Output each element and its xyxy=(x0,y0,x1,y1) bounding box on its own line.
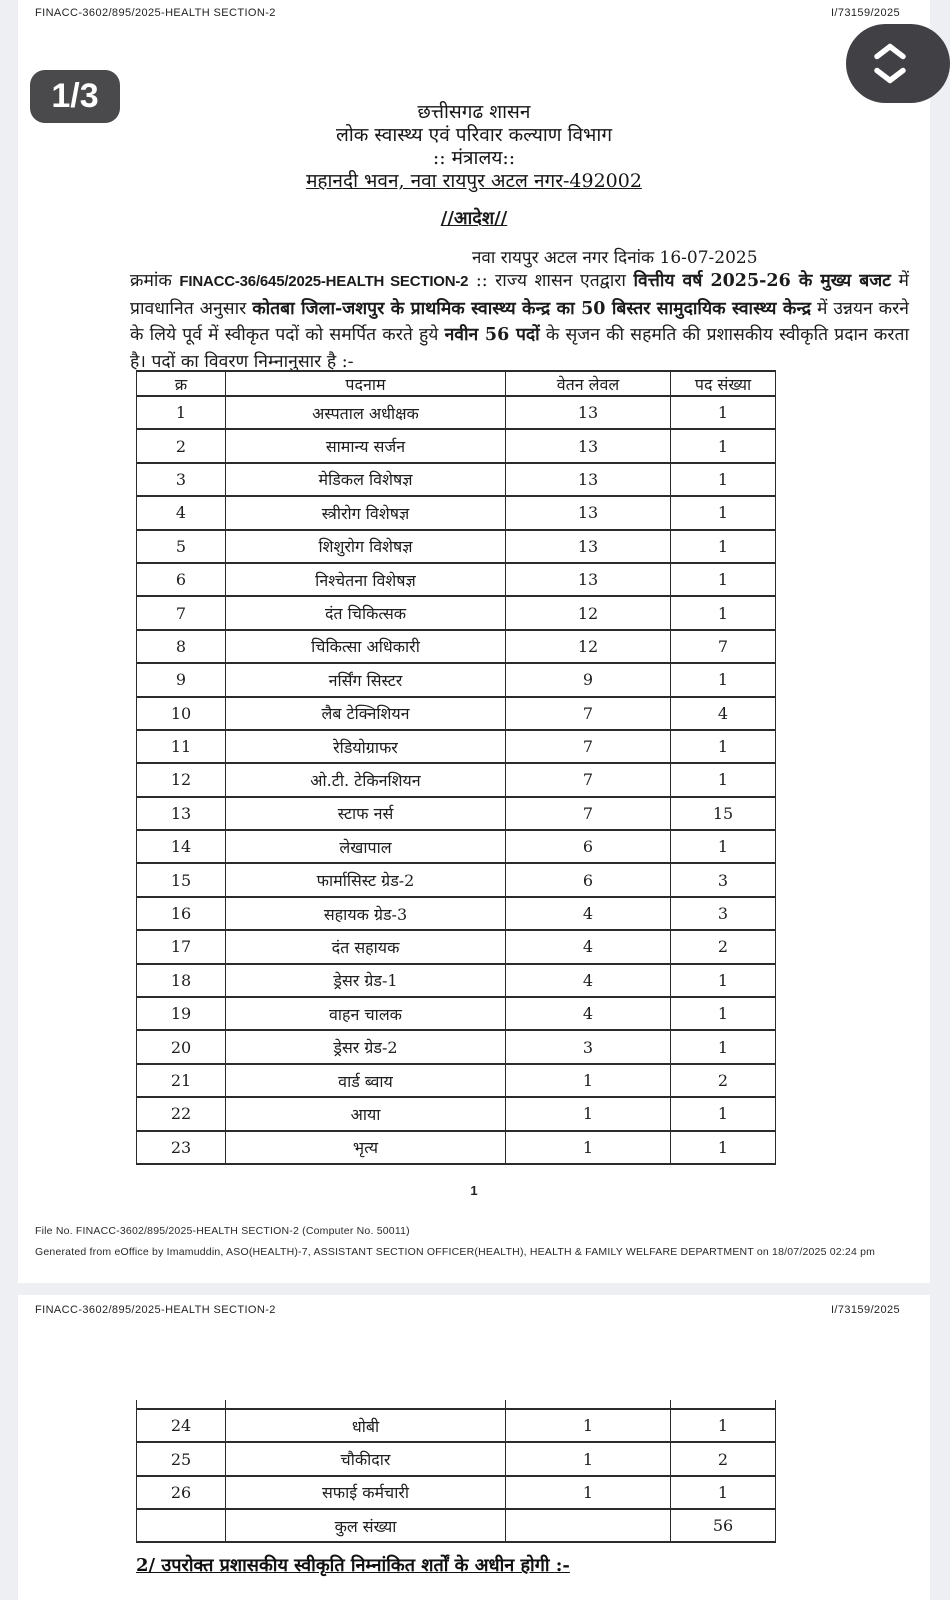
document-page-1 xyxy=(18,0,930,1283)
cell-pay-level: 3 xyxy=(506,1030,671,1063)
cell-post-count: 1 xyxy=(671,1476,776,1509)
cell-post-count: 1 xyxy=(671,763,776,796)
cell-serial: 20 xyxy=(137,1030,226,1063)
paragraph-segment: में प्रावधानित अनुसार xyxy=(130,271,909,319)
cell-post-name: नर्सिंग सिस्टर xyxy=(226,663,506,696)
cell-post-name: रेडियोग्राफर xyxy=(226,730,506,763)
cell-serial: 16 xyxy=(137,897,226,930)
cell-pay-level: 7 xyxy=(506,697,671,730)
cell-serial: 6 xyxy=(137,563,226,596)
cell-post-count: 1 xyxy=(671,496,776,529)
table-row xyxy=(137,1064,776,1097)
cell-serial: 11 xyxy=(137,730,226,763)
cell-post-name: मेडिकल विशेषज्ञ xyxy=(226,463,506,496)
cell-serial: 2 xyxy=(137,429,226,462)
table-row xyxy=(137,964,776,997)
cell-post-count: 2 xyxy=(671,1442,776,1475)
cell-post-count: 1 xyxy=(671,730,776,763)
cell-pay-level: 1 xyxy=(506,1476,671,1509)
department-title: लोक स्वास्थ्य एवं परिवार कल्याण विभाग xyxy=(335,124,613,146)
table-row xyxy=(137,1097,776,1130)
cell-serial: 18 xyxy=(137,964,226,997)
cell-pay-level: 13 xyxy=(506,429,671,462)
footer-generated: Generated from eOffice by Imamuddin, ASO(HEALTH)-7, ASSISTANT SECTION OFFICER(HEALTH), HEALTH & FAMILY WELFARE DEPARTMENT on 18/07/2025 02:24 pm xyxy=(35,1246,876,1258)
cell-serial: 15 xyxy=(137,863,226,896)
cell-serial: 17 xyxy=(137,930,226,963)
cell-post-count: 7 xyxy=(671,630,776,663)
cell-total-value: 56 xyxy=(671,1509,776,1542)
paragraph-segment: क्रमांक xyxy=(130,271,180,291)
page-number: 1 xyxy=(470,1183,478,1198)
cell-post-count: 1 xyxy=(671,463,776,496)
table-row xyxy=(137,1131,776,1164)
cell-pay-level: 13 xyxy=(506,496,671,529)
footer-file-no: File No. FINACC-3602/895/2025-HEALTH SECTION-2 (Computer No. 50011) xyxy=(35,1225,410,1237)
cell-post-count: 1 xyxy=(671,1097,776,1130)
cell-post-name: फार्मासिस्ट ग्रेड-2 xyxy=(226,863,506,896)
cell-pay-level: 4 xyxy=(506,997,671,1030)
cell-post-name: स्त्रीरोग विशेषज्ञ xyxy=(226,496,506,529)
table-total-row xyxy=(137,1509,776,1542)
table-row xyxy=(137,1030,776,1063)
cell-post-name: सहायक ग्रेड-3 xyxy=(226,897,506,930)
cell-serial: 24 xyxy=(137,1409,226,1442)
cell-post-name: भृत्य xyxy=(226,1131,506,1164)
cell-post-name: वाहन चालक xyxy=(226,997,506,1030)
cell-serial: 22 xyxy=(137,1097,226,1130)
cell-pay-level xyxy=(506,1509,671,1542)
cell-pay-level: 13 xyxy=(506,463,671,496)
receipt-number: I/73159/2025 xyxy=(830,1304,900,1316)
column-header-serial: क्र xyxy=(137,371,226,396)
cell-post-name: चिकित्सा अधिकारी xyxy=(226,630,506,663)
cell-pay-level: 1 xyxy=(506,1131,671,1164)
cell-post-name: ड्रेसर ग्रेड-1 xyxy=(226,964,506,997)
cell-post-name: शिशुरोग विशेषज्ञ xyxy=(226,530,506,563)
page-indicator-badge: 1/3 xyxy=(30,70,120,123)
cell-post-count: 2 xyxy=(671,930,776,963)
table-row xyxy=(137,730,776,763)
paragraph-segment: वित्तीय वर्ष 2025-26 के मुख्य बजट xyxy=(633,271,891,291)
cell-post-count: 1 xyxy=(671,663,776,696)
cell-serial: 1 xyxy=(137,396,226,429)
cell-serial: 21 xyxy=(137,1064,226,1097)
cell-post-count: 1 xyxy=(671,396,776,429)
chevron-up-icon[interactable] xyxy=(872,43,908,60)
cell-post-count: 2 xyxy=(671,1064,776,1097)
table-row xyxy=(137,1442,776,1475)
cell-serial xyxy=(137,1509,226,1542)
table-row xyxy=(137,630,776,663)
cell-post-name: वार्ड ब्वाय xyxy=(226,1064,506,1097)
posts-table-page2 xyxy=(136,1400,776,1543)
column-header-post: पदनाम xyxy=(226,371,506,396)
cell-serial: 4 xyxy=(137,496,226,529)
cell-pay-level xyxy=(506,1400,671,1409)
table-row xyxy=(137,930,776,963)
table-row xyxy=(137,763,776,796)
cell-post-count: 1 xyxy=(671,429,776,462)
cell-post-name: लैब टेक्निशियन xyxy=(226,697,506,730)
table-header-row xyxy=(137,371,776,396)
cell-post-name: अस्पताल अधीक्षक xyxy=(226,396,506,429)
cell-pay-level: 1 xyxy=(506,1442,671,1475)
table-row xyxy=(137,797,776,830)
table-row xyxy=(137,997,776,1030)
cell-total-label: कुल संख्या xyxy=(226,1509,506,1542)
cell-pay-level: 7 xyxy=(506,730,671,763)
cell-pay-level: 12 xyxy=(506,630,671,663)
cell-pay-level: 1 xyxy=(506,1409,671,1442)
cell-pay-level: 12 xyxy=(506,596,671,629)
cell-serial: 25 xyxy=(137,1442,226,1475)
posts-table-page1 xyxy=(136,370,776,1165)
cell-serial: 8 xyxy=(137,630,226,663)
cell-post-count: 1 xyxy=(671,563,776,596)
cell-post-name: दंत चिकित्सक xyxy=(226,596,506,629)
cell-serial: 19 xyxy=(137,997,226,1030)
cell-post-count: 1 xyxy=(671,530,776,563)
cell-serial: 23 xyxy=(137,1131,226,1164)
cell-serial: 14 xyxy=(137,830,226,863)
file-reference: FINACC-3602/895/2025-HEALTH SECTION-2 xyxy=(35,7,276,19)
cell-pay-level: 1 xyxy=(506,1064,671,1097)
table-row xyxy=(137,530,776,563)
paragraph-segment: नवीन 56 पदों xyxy=(444,325,540,345)
cell-post-count xyxy=(671,1400,776,1409)
table-row-continuation xyxy=(137,1400,776,1409)
table-row xyxy=(137,396,776,429)
table-row xyxy=(137,496,776,529)
cell-pay-level: 1 xyxy=(506,1097,671,1130)
cell-serial: 9 xyxy=(137,663,226,696)
column-header-pay-level: वेतन लेवल xyxy=(506,371,671,396)
paragraph-segment: में उन्नयन करने के लिये पूर्व में स्वीकृत पदों को समर्पित करते हुये xyxy=(130,298,909,345)
cell-pay-level: 6 xyxy=(506,830,671,863)
page-scroll-control[interactable] xyxy=(846,24,950,103)
cell-post-name xyxy=(226,1400,506,1409)
cell-post-name: लेखापाल xyxy=(226,830,506,863)
cell-serial: 12 xyxy=(137,763,226,796)
table-row xyxy=(137,463,776,496)
cell-post-name: ओ.टी. टेकिनशियन xyxy=(226,763,506,796)
chevron-down-icon[interactable] xyxy=(872,67,908,84)
cell-pay-level: 4 xyxy=(506,897,671,930)
cell-post-count: 1 xyxy=(671,596,776,629)
cell-post-count: 4 xyxy=(671,697,776,730)
table-row xyxy=(137,563,776,596)
cell-post-name: सफाई कर्मचारी xyxy=(226,1476,506,1509)
condition-heading: 2/ उपरोक्त प्रशासकीय स्वीकृति निम्नांकित शर्तों के अधीन होगी :- xyxy=(136,1555,570,1576)
cell-post-count: 1 xyxy=(671,830,776,863)
cell-post-name: आया xyxy=(226,1097,506,1130)
cell-pay-level: 13 xyxy=(506,530,671,563)
table-row xyxy=(137,863,776,896)
cell-pay-level: 7 xyxy=(506,763,671,796)
cell-post-name: दंत सहायक xyxy=(226,930,506,963)
receipt-number: I/73159/2025 xyxy=(830,7,900,19)
cell-post-count: 3 xyxy=(671,897,776,930)
cell-post-name: सामान्य सर्जन xyxy=(226,429,506,462)
cell-post-count: 1 xyxy=(671,997,776,1030)
cell-pay-level: 9 xyxy=(506,663,671,696)
cell-post-count: 1 xyxy=(671,1409,776,1442)
cell-pay-level: 13 xyxy=(506,396,671,429)
cell-post-name: स्टाफ नर्स xyxy=(226,797,506,830)
cell-serial: 26 xyxy=(137,1476,226,1509)
table-row xyxy=(137,596,776,629)
cell-post-name: चौकीदार xyxy=(226,1442,506,1475)
address-line: महानदी भवन, नवा रायपुर अटल नगर-492002 xyxy=(306,170,642,192)
cell-pay-level: 7 xyxy=(506,797,671,830)
page2-header xyxy=(35,1304,900,1316)
paragraph-segment: के सृजन की सहमति की प्रशासकीय स्वीकृति प्रदान करता है। पदों का विवरण निम्नानुसार है :- xyxy=(130,325,909,372)
document-page-2 xyxy=(18,1295,930,1600)
file-reference: FINACC-3602/895/2025-HEALTH SECTION-2 xyxy=(35,1304,276,1316)
table-row xyxy=(137,429,776,462)
cell-post-count: 1 xyxy=(671,1030,776,1063)
masthead xyxy=(18,101,930,193)
cell-serial: 5 xyxy=(137,530,226,563)
page1-header xyxy=(35,7,900,19)
cell-pay-level: 4 xyxy=(506,964,671,997)
page-footer xyxy=(35,1221,875,1263)
paragraph-segment: FINACC-36/645/2025-HEALTH SECTION-2 xyxy=(179,273,469,290)
date-line: नवा रायपुर अटल नगर दिनांक 16-07-2025 xyxy=(472,248,758,268)
paragraph-segment: :: राज्य शासन एतद्वारा xyxy=(468,271,634,291)
order-paragraph xyxy=(130,268,909,375)
table-row xyxy=(137,830,776,863)
ministry-line: :: मंत्रालय:: xyxy=(432,147,516,169)
column-header-post-count: पद संख्या xyxy=(671,371,776,396)
cell-pay-level: 4 xyxy=(506,930,671,963)
cell-post-name: ड्रेसर ग्रेड-2 xyxy=(226,1030,506,1063)
cell-serial: 13 xyxy=(137,797,226,830)
cell-post-count: 1 xyxy=(671,1131,776,1164)
order-heading: //आदेश// xyxy=(440,208,508,229)
cell-post-count: 1 xyxy=(671,964,776,997)
table-row xyxy=(137,663,776,696)
table-row xyxy=(137,697,776,730)
cell-serial: 10 xyxy=(137,697,226,730)
cell-pay-level: 6 xyxy=(506,863,671,896)
table-row xyxy=(137,1409,776,1442)
table-row xyxy=(137,1476,776,1509)
cell-serial: 3 xyxy=(137,463,226,496)
paragraph-segment: कोतबा जिला-जशपुर के प्राथमिक स्वास्थ्य केन्द्र का 50 बिस्तर सामुदायिक स्वास्थ्य केन्द्र xyxy=(252,298,812,319)
government-title: छत्तीसगढ शासन xyxy=(417,101,531,123)
cell-serial: 7 xyxy=(137,596,226,629)
cell-serial xyxy=(137,1400,226,1409)
cell-post-name: निश्चेतना विशेषज्ञ xyxy=(226,563,506,596)
cell-post-name: धोबी xyxy=(226,1409,506,1442)
cell-pay-level: 13 xyxy=(506,563,671,596)
cell-post-count: 3 xyxy=(671,863,776,896)
table-row xyxy=(137,897,776,930)
cell-post-count: 15 xyxy=(671,797,776,830)
